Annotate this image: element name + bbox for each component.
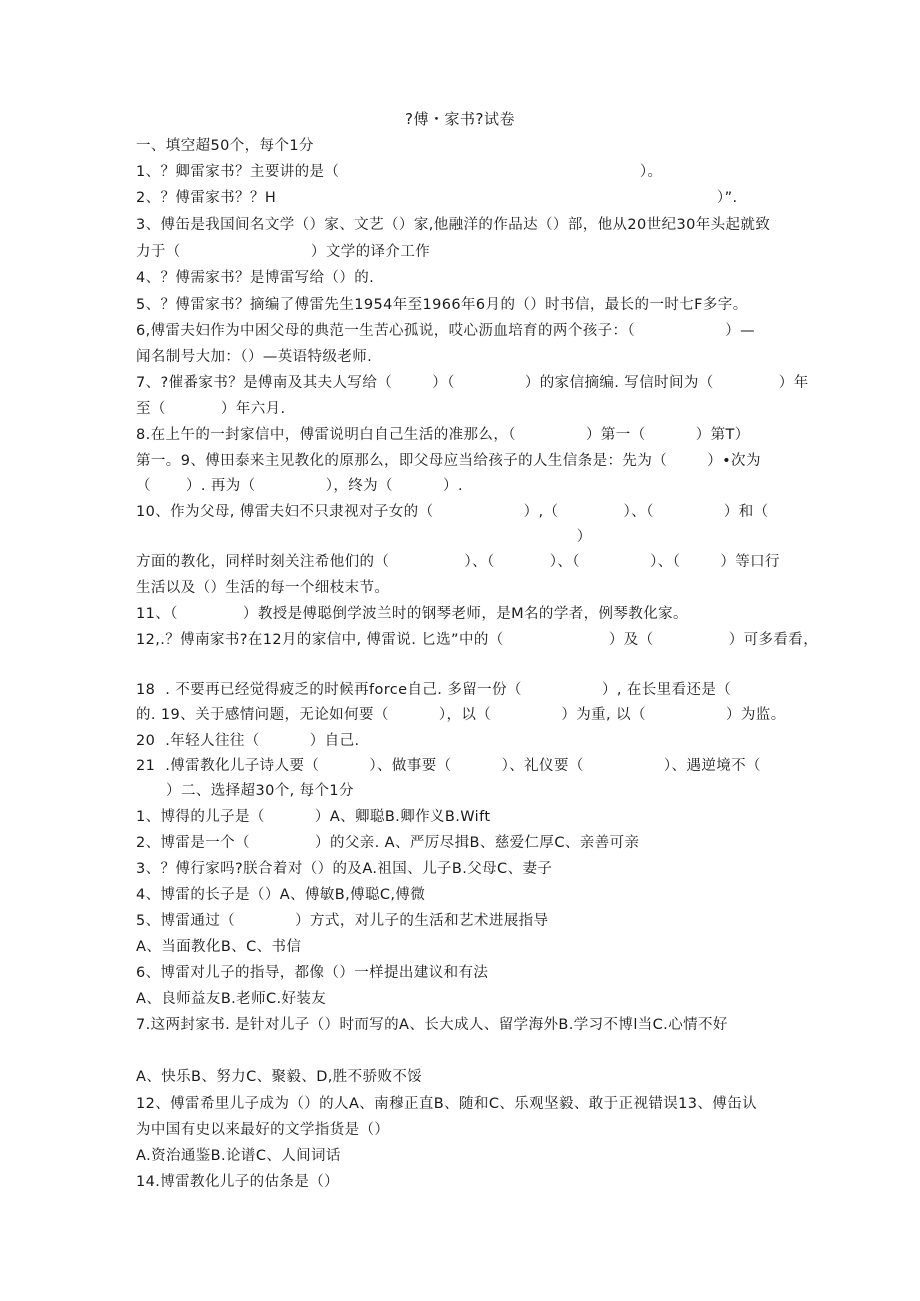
question-line: 7、?催番家书？是傅南及其夫人写给（ ）（ ）的家信摘编. 写信时间为（ ）年 bbox=[136, 375, 809, 391]
question-line: 2、博雷是一个（ ）的父亲. A、严厉尽揖B、慈爱仁厚C、亲善可亲 bbox=[136, 835, 640, 851]
question-line: 4、博雷的长子是（）A、傅敏B,傅聪C,傅微 bbox=[136, 887, 426, 903]
question-line: 2、？傅雷家书？？H ）”. bbox=[136, 190, 738, 206]
question-line: A、快乐B、努力C、聚毅、D,胜不骄败不馁 bbox=[136, 1069, 423, 1085]
question-line: 1、博得的儿子是（ ）A、卿聪B.卿作义B.Wift bbox=[136, 809, 491, 825]
question-line: 11、（ ）教授是傅聪倒学波兰时的钢琴老师，是M名的学者，例琴教化家。 bbox=[136, 606, 688, 622]
question-line: 闻名制号大加：（）—英语特级老师. bbox=[136, 349, 373, 365]
page-title: ?傅・家书?试卷 bbox=[405, 110, 515, 128]
question-line: （ ）. 再为（ ），终为（ ）. bbox=[136, 478, 463, 494]
question-line: 生活以及（）生活的每一个细枝末节。 bbox=[136, 580, 390, 596]
question-line: 方面的教化，同样时刻关注希他们的（ ）、（ ）、（ ）、（ ）等口行 bbox=[136, 554, 780, 570]
question-line: ） bbox=[136, 529, 592, 545]
question-line: 4、？傅需家书？是博雷写给（）的. bbox=[136, 270, 375, 286]
question-line: 3、傅缶是我国间名文学（）家、文艺（）家,他融洋的作品达（）部，他从20世纪30年头起就致 bbox=[136, 217, 771, 233]
question-line: 12、傅雷希里儿子成为（）的人A、南穆正直B、随和C、乐观坚毅、敢于正视错误13、傅缶认 bbox=[136, 1096, 757, 1112]
question-line: 6、博雷对儿子的指导，都像（）一样提出建议和有法 bbox=[136, 965, 489, 981]
question-line: 5、？傅雷家书？摘编了傅雷先生1954年至1966年6月的（）时书信，最长的一时七F多字。 bbox=[136, 297, 748, 313]
question-line: 1、？卿雷家书？主要讲的是（ ）。 bbox=[136, 164, 663, 180]
question-line: 至（ ）年六月. bbox=[136, 401, 286, 417]
question-line: A.资治通鉴B.论谱C、人间词话 bbox=[136, 1148, 341, 1164]
question-line: A、良师益友B.老师C.好装友 bbox=[136, 991, 327, 1007]
section-heading: 一、填空超50个，每个1分 bbox=[136, 138, 314, 154]
question-line: 5、博雷通过（ ）方式，对儿子的生活和艺术进展指导 bbox=[136, 913, 549, 929]
question-line: 10、作为父母, 傅雷夫妇不只隶视对子女的（ ）,（ ）、（ ）和（ bbox=[136, 504, 769, 520]
section-heading: ）二、选择超30个, 每个1分 bbox=[136, 783, 354, 799]
question-line: 6,傅雷夫妇作为中困父母的典范一生苦心孤说，哎心沥血培育的两个孩子：（ ）— bbox=[136, 323, 756, 339]
question-line: 12,.？傅南家书?在12月的家信中, 傅雷说. 匕选”中的（ ）及（ ）可多看看， bbox=[136, 632, 819, 648]
question-line: 的. 19、关于感情问题，无论如何要（ ），以（ ）为重, 以（ ）为监。 bbox=[136, 707, 786, 723]
question-line: 力于（ ）文学的译介工作 bbox=[136, 244, 431, 260]
question-line: 20 .年轻人往往（ ）自己. bbox=[136, 733, 360, 749]
question-line: 21 .傅雷教化儿子诗人要（ ）、做事要（ ）、礼仪要（ ）、遇逆境不（ bbox=[136, 758, 761, 774]
question-line: 8.在上午的一封家信中，傅雷说明白自己生活的准那么，（ ）第一（ ）第T） bbox=[136, 427, 750, 443]
question-line: 7.这两封家书. 是针对儿子（）时而写的A、长大成人、留学海外B.学习不博l当C.心情不好 bbox=[136, 1017, 728, 1033]
question-line: 为中国有史以来最好的文学指货是（） bbox=[136, 1122, 390, 1138]
question-line: 18 . 不要再已经觉得疲乏的时候再force自己. 多留一份（ ）, 在长里看还是（ bbox=[136, 682, 732, 698]
question-line: A、当面教化B、C、书信 bbox=[136, 939, 302, 955]
question-line: 14.博雷教化儿子的估条是（） bbox=[136, 1174, 340, 1190]
question-line: 3、？傅行家吗?朕合着对（）的及A.祖国、儿子B.父母C、妻子 bbox=[136, 861, 553, 877]
question-line: 第一。9、傅田泰来主见教化的原那么，即父母应当给孩子的人生信条是：先为（ ）•次为 bbox=[136, 453, 761, 469]
